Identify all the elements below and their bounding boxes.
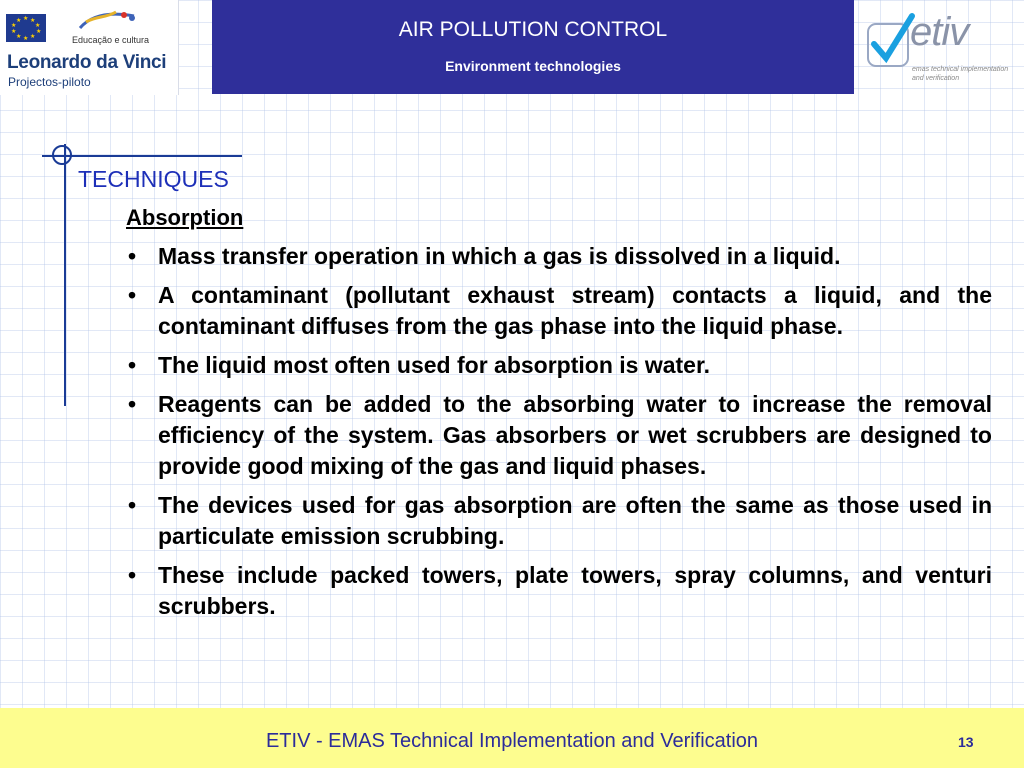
- bullet-text: Reagents can be added to the absorbing water to increase the removal efficiency of the system. Gas absorbers or wet scrubbers are designed to provide good mixing of the gas and liquid phases.: [158, 391, 992, 479]
- bullet-icon: •: [128, 492, 137, 518]
- etiv-wordmark: etiv: [910, 10, 969, 54]
- bullet-item: [126, 350, 992, 381]
- slide-title: AIR POLLUTION CONTROL: [398, 18, 668, 41]
- etiv-tagline: and verification: [912, 75, 960, 82]
- program-subtitle: Projectos-piloto: [8, 75, 91, 89]
- bullet-text: A contaminant (pollutant exhaust stream) contacts a liquid, and the contaminant diffuses from the gas phase into the liquid phase.: [158, 282, 992, 339]
- bullet-icon: •: [128, 243, 137, 269]
- bullet-item: [126, 389, 992, 482]
- decorative-line: [64, 144, 66, 406]
- bullet-text: The liquid most often used for absorption is water.: [158, 352, 711, 378]
- slide-subtitle: Environment technologies: [445, 58, 621, 74]
- education-culture-logo-icon: [72, 6, 142, 34]
- section-title: TECHNIQUES: [78, 166, 229, 192]
- education-label: Educação e cultura: [72, 35, 150, 45]
- footer-text: ETIV - EMAS Technical Implementation and Verification: [265, 730, 759, 752]
- header-band: [212, 0, 854, 94]
- bullet-item: [126, 241, 992, 272]
- partner-logos: [0, 0, 179, 95]
- footer-band: [0, 708, 1024, 768]
- bullet-list: [126, 241, 992, 630]
- bullet-item: [126, 560, 992, 622]
- bullet-icon: •: [128, 562, 137, 588]
- bullet-item: [126, 280, 992, 342]
- etiv-tagline: emas technical implementation: [912, 66, 1009, 73]
- page-number: 13: [958, 734, 974, 750]
- subsection-title: Absorption: [126, 205, 244, 230]
- decorative-line: [42, 155, 242, 157]
- bullet-icon: •: [128, 282, 137, 308]
- bullet-icon: •: [128, 352, 137, 378]
- bullet-text: The devices used for gas absorption are often the same as those used in particulate emission scrubbing.: [158, 492, 992, 549]
- bullet-text: Mass transfer operation in which a gas is dissolved in a liquid.: [158, 243, 841, 269]
- eu-flag-icon: ★ ★ ★ ★ ★ ★ ★ ★ ★ ★: [6, 14, 46, 42]
- program-title: Leonardo da Vinci: [7, 52, 167, 73]
- bullet-text: These include packed towers, plate towers, spray columns, and venturi scrubbers.: [158, 562, 992, 619]
- bullet-icon: •: [128, 391, 137, 417]
- bullet-item: [126, 490, 992, 552]
- decorative-circle-icon: [52, 145, 72, 165]
